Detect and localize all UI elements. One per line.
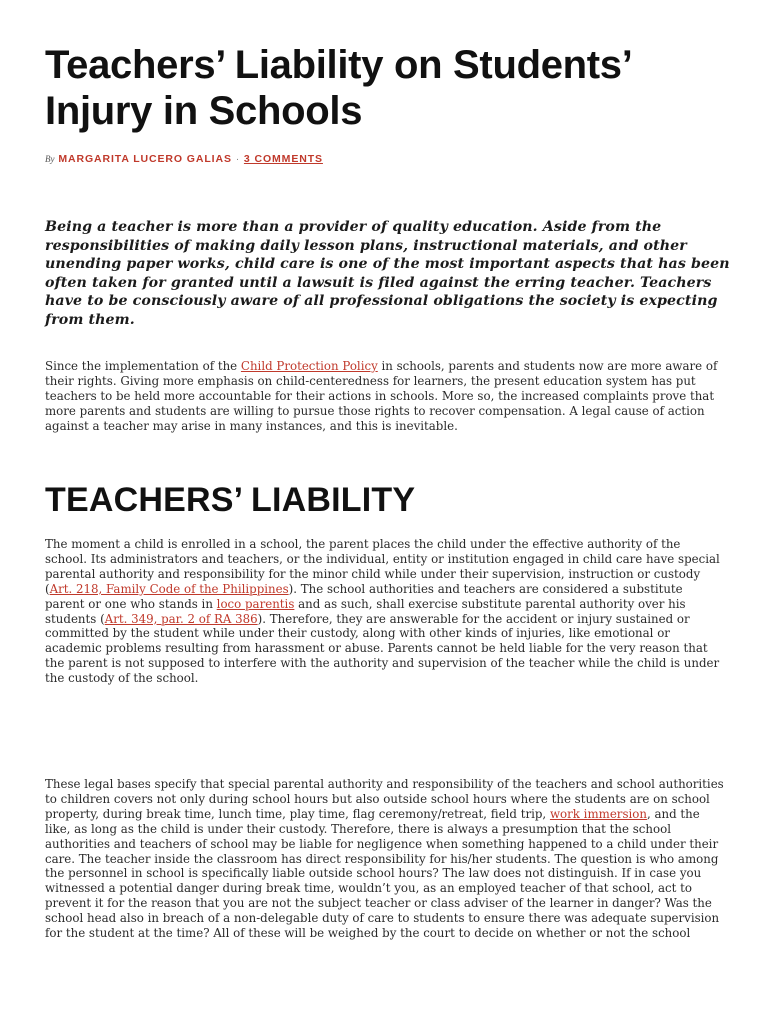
paragraph-text: These legal bases specify that special parental authority and responsibility of the teachers and school authorities to children covers not only during school hours but also outside school hours where the students are on school property, during break time, lunch time, play time, flag ceremony/retreat, field trip,: [45, 777, 724, 821]
author-link[interactable]: MARGARITA LUCERO GALIAS: [58, 153, 232, 165]
paragraph-text: ). The school authorities and teachers are considered a substitute parent or one who stands in: [45, 581, 683, 611]
paragraph-text: ). Therefore, they are answerable for the accident or injury sustained or committed by the student while under their custody, along with other kinds of injuries, like emotional or academic problems resulting from harassment or abuse. Parents cannot be held liable for the very reason that the parent is not supposed to interfere with the authority and supervision of the teacher while the child is under the custody of the school.: [45, 611, 720, 686]
article-lede: Being a teacher is more than a provider of quality education. Aside from the responsibilities of making daily lesson plans, instructional materials, and other unending paper works, child care is one of the most important aspects that has been often taken for granted until a lawsuit is filed against the erring teacher. Teachers have to be consciously aware of all professional obligations the society is expecting from them.: [45, 219, 730, 328]
ra-386-link[interactable]: Art. 349, par. 2 of RA 386: [104, 611, 258, 626]
byline-separator: ·: [235, 153, 241, 165]
paragraph-text: Since the implementation of the: [45, 359, 241, 373]
paragraph-legal-bases: [45, 777, 725, 941]
paragraph-liability: [45, 537, 725, 686]
paragraph-text: The moment a child is enrolled in a school, the parent places the child under the effective authority of the school. Its administrators and teachers, or the individual, entity or institution engaged in child care have special parental authority and responsibility for the minor child while under their supervision, instruction or custody (: [45, 537, 720, 596]
paragraph-text: in schools, parents and students now are more aware of their rights. Giving more emphasis on child-centeredness for learners, the present education system has put teachers to be held more accountable for their actions in schools. More so, the increased complaints prove that more parents and students are willing to pursue those rights to recover compensation. A legal cause of action against a teacher may arise in many instances, and this is inevitable.: [45, 359, 718, 433]
paragraph-text: and as such, shall exercise substitute parental authority over his students (: [45, 596, 686, 626]
child-protection-policy-link[interactable]: Child Protection Policy: [240, 359, 378, 373]
loco-parentis-link[interactable]: loco parentis: [216, 596, 295, 611]
section-heading: TEACHERS’ LIABILITY: [45, 481, 416, 519]
comments-link[interactable]: 3 COMMENTS: [243, 153, 323, 165]
byline-by: By: [45, 154, 55, 164]
paragraph-intro: [45, 359, 725, 434]
family-code-link[interactable]: Art. 218, Family Code of the Philippines: [49, 581, 289, 596]
byline: [45, 153, 323, 165]
work-immersion-link[interactable]: work immersion: [549, 806, 647, 821]
paragraph-text: , and the like, as long as the child is under their custody. Therefore, there is always a presumption that the school authorities and teachers of school may be liable for negligence when something happened to a child under their care. The teacher inside the classroom has direct responsibility for his/her students. The question is who among the personnel in school is specifically liable outside school hours? The law does not distinguish. If in case you witnessed a potential danger during break time, wouldn’t you, as an employed teacher of that school, act to prevent it for the reason that you are not the subject teacher or class adviser of the learner in danger? Was the school head also in breach of a non-delegable duty of care to students to ensure there was adequate supervision for the student at the time? All of these will be weighed by the court to decide on whether or not the school: [45, 806, 720, 941]
article-title: Teachers’ Liability on Students’ Injury in Schools: [45, 43, 631, 133]
